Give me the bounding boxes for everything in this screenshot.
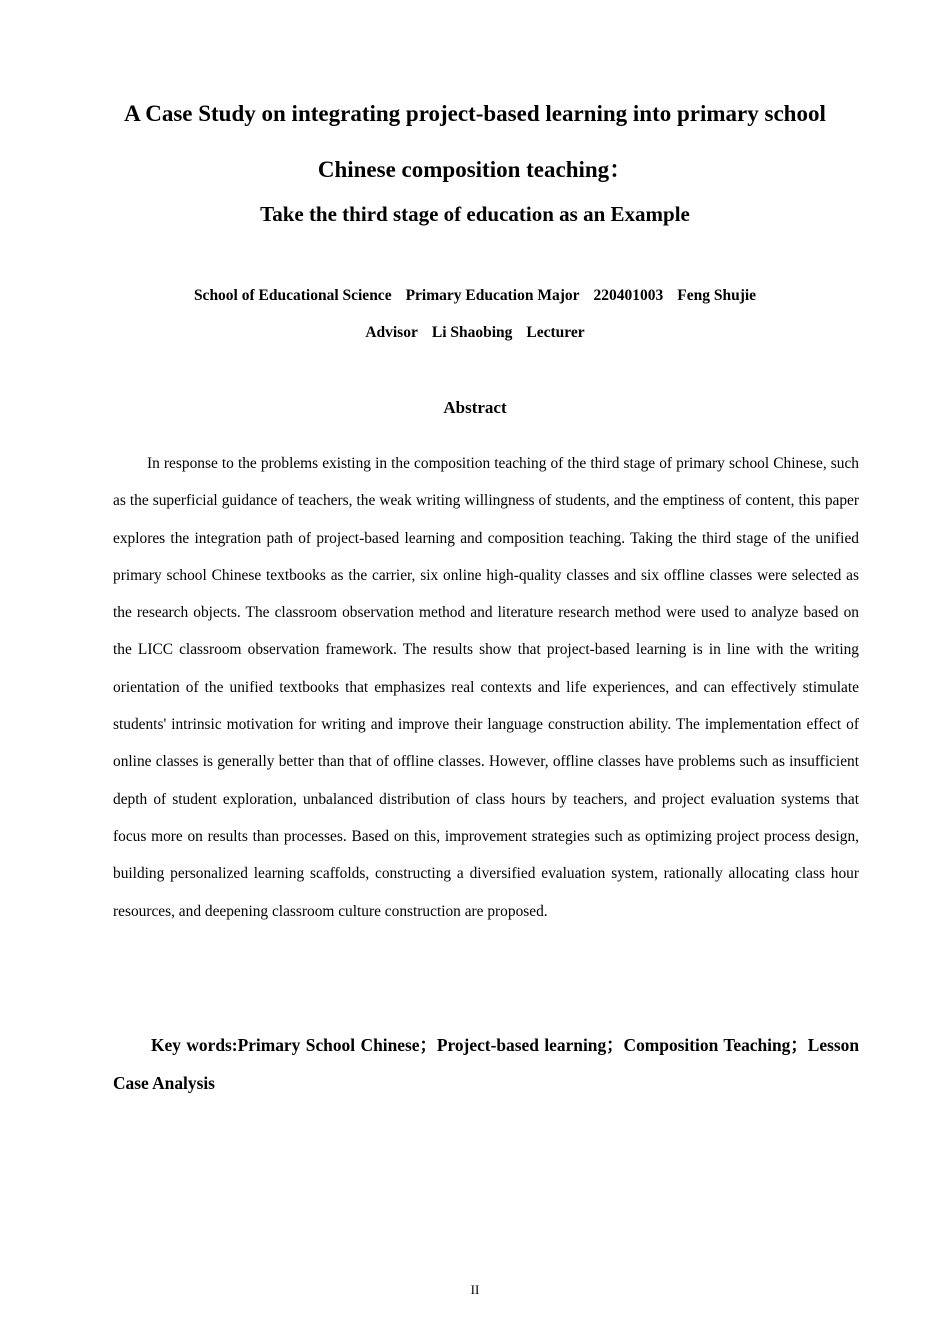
author-school: School of Educational Science bbox=[193, 287, 392, 304]
paper-title-line-2: Chinese composition teaching： bbox=[317, 157, 633, 182]
author-info bbox=[0, 287, 950, 305]
author-student-id: 220401003 bbox=[593, 287, 664, 304]
advisor-name: Li Shaobing bbox=[431, 324, 513, 341]
keywords: Key words:Primary School Chinese；Project-based learning；Composition Teaching；Lesson Case Analysis bbox=[113, 1035, 859, 1093]
author-major: Primary Education Major bbox=[405, 287, 580, 304]
paper-title-line-1: A Case Study on integrating project-based learning into primary school bbox=[124, 101, 826, 126]
advisor-title: Lecturer bbox=[526, 324, 585, 341]
abstract-body: In response to the problems existing in the composition teaching of the third stage of primary school Chinese, such as the superficial guidance of teachers, the weak writing willingness of students, and the emptiness of content, this paper explores the integration path of project-based learning and composition teaching. Taking the third stage of the unified primary school Chinese textbooks as the carrier, six online high-quality classes and six offline classes were selected as the research objects. The classroom observation method and literature research method were used to analyze based on the LICC classroom observation framework. The results show that project-based learning is in line with the writing orientation of the unified textbooks that emphasizes real contexts and life experiences, and can effectively stimulate students' intrinsic motivation for writing and improve their language construction ability. The implementation effect of online classes is generally better than that of offline classes. However, offline classes have problems such as insufficient depth of student exploration, unbalanced distribution of class hours by teachers, and project evaluation systems that focus more on results than processes. Based on this, improvement strategies such as optimizing project process design, building personalized learning scaffolds, constructing a diversified evaluation system, rationally allocating class hour resources, and deepening classroom culture construction are proposed. bbox=[113, 455, 859, 920]
abstract-heading: Abstract bbox=[443, 398, 507, 417]
page-number: II bbox=[470, 1282, 480, 1297]
advisor-label: Advisor bbox=[365, 324, 418, 341]
paper-subtitle: Take the third stage of education as an Example bbox=[260, 202, 690, 226]
advisor-info bbox=[0, 324, 950, 342]
author-name: Feng Shujie bbox=[677, 287, 757, 304]
